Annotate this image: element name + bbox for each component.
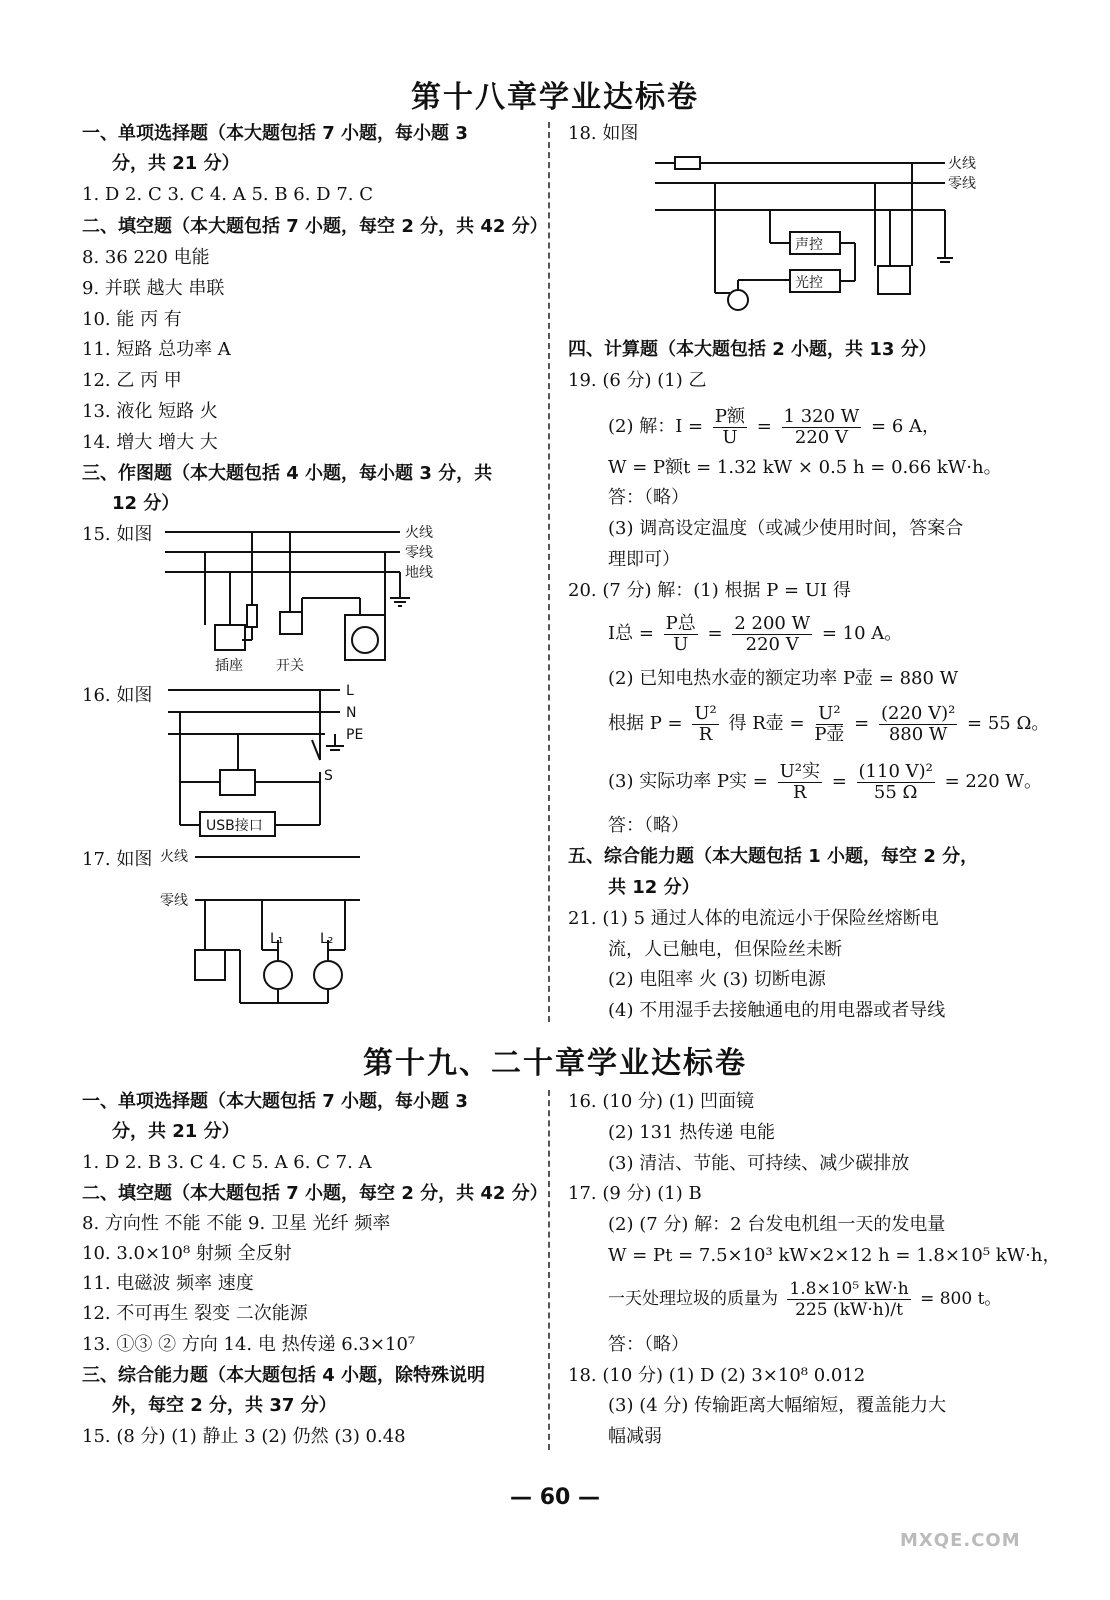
bulb-icon xyxy=(352,627,378,653)
answer-line: 19. (6 分) (1) 乙 xyxy=(568,370,707,391)
section-heading: 三、作图题（本大题包括 4 小题，每小题 3 分，共 xyxy=(82,463,493,484)
label-fire: 火线 xyxy=(405,525,433,541)
section-heading: 12 分） xyxy=(112,493,180,514)
answer-line: 17. 如图 xyxy=(82,849,153,870)
svg-text:N: N xyxy=(346,705,357,721)
svg-text:火线: 火线 xyxy=(948,156,976,172)
svg-text:L₂: L₂ xyxy=(320,931,334,947)
switch-icon xyxy=(195,950,225,980)
column-divider xyxy=(548,122,550,1022)
svg-text:火线: 火线 xyxy=(160,849,188,865)
section-heading: 三、综合能力题（本大题包括 4 小题，除特殊说明 xyxy=(82,1365,486,1386)
answer-line: (3) 清洁、节能、可持续、减少碳排放 xyxy=(608,1153,910,1174)
answer-line: 13. ①③ ② 方向 14. 电 热传递 6.3×10⁷ xyxy=(82,1334,416,1355)
answer-line: (3) 调高设定温度（或减少使用时间，答案合 xyxy=(608,518,964,539)
answer-line: 17. (9 分) (1) B xyxy=(568,1183,702,1204)
section-heading: 一、单项选择题（本大题包括 7 小题，每小题 3 xyxy=(82,1091,468,1112)
svg-text:零线: 零线 xyxy=(948,176,976,192)
svg-text:L₁: L₁ xyxy=(270,931,284,947)
circuit-diagram-16 xyxy=(160,680,420,840)
switch-icon xyxy=(280,612,302,634)
answer-line: (2) 131 热传递 电能 xyxy=(608,1122,776,1143)
answer-line: 10. 3.0×10⁸ 射频 全反射 xyxy=(82,1243,292,1264)
section-heading: 分，共 21 分） xyxy=(112,1121,240,1142)
answer-line: 18. 如图 xyxy=(568,123,639,144)
chapter18-title: 第十八章学业达标卷 xyxy=(411,80,699,115)
answer-line: 流，人已触电，但保险丝未断 xyxy=(608,939,842,960)
section-heading: 二、填空题（本大题包括 7 小题，每空 2 分，共 42 分） xyxy=(82,216,548,237)
answer-line: 14. 增大 增大 大 xyxy=(82,432,218,453)
answer-line: 8. 36 220 电能 xyxy=(82,247,210,268)
socket-icon xyxy=(220,770,255,795)
label-switch: 开关 xyxy=(276,658,304,674)
answer-line: (2) 已知电热水壶的额定功率 P壶 = 880 W xyxy=(608,668,959,689)
answer-line: 15. (8 分) (1) 静止 3 (2) 仍然 (3) 0.48 xyxy=(82,1426,406,1447)
formula-line: W = P额t = 1.32 kW × 0.5 h = 0.66 kW·h。 xyxy=(608,457,1002,478)
formula-line: (2) 解：I = $\frac{\text{P额}}{U}$ = $\frac{1 320 W}{220 V}$ = 6 A， xyxy=(608,405,941,448)
bulb-icon xyxy=(264,961,292,989)
formula-line: 一天处理垃圾的质量为 $\frac{\text{1.8×10⁵ kW·h}}{225 (kW\cdot h)/t}$ = 800 t。 xyxy=(608,1279,1002,1320)
column-divider xyxy=(548,1090,550,1450)
label-zero: 零线 xyxy=(405,545,433,561)
mc-answers: 1. D 2. C 3. C 4. A 5. B 6. D 7. C xyxy=(82,184,374,205)
answer-line: 16. 如图 xyxy=(82,685,153,706)
svg-text:S: S xyxy=(324,768,333,784)
answer-line: (4) 不用湿手去接触通电的用电器或者导线 xyxy=(608,1000,946,1021)
answer-line: 幅减弱 xyxy=(608,1426,662,1447)
answer-line: 15. 如图 xyxy=(82,524,153,545)
watermark: MXQE.COM xyxy=(900,1530,1021,1551)
formula-line: I总 = $\frac{\text{P总}}{U}$ = $\frac{2 200 W}{220 V}$ = 10 A。 xyxy=(608,612,903,655)
page-number: — 60 — xyxy=(510,1485,600,1510)
answer-line: 答：（略） xyxy=(608,815,689,836)
mc-answers: 1. D 2. B 3. C 4. C 5. A 6. C 7. A xyxy=(82,1152,372,1173)
section-heading: 分，共 21 分） xyxy=(112,153,240,174)
label-ground: 地线 xyxy=(405,565,433,581)
answer-line: 答：（略） xyxy=(608,487,689,508)
answer-line: 11. 电磁波 频率 速度 xyxy=(82,1273,254,1294)
answer-line: (3) (4 分) 传输距离大幅缩短，覆盖能力大 xyxy=(608,1395,947,1416)
answer-line: 21. (1) 5 通过人体的电流远小于保险丝熔断电 xyxy=(568,908,939,929)
label-socket: 插座 xyxy=(215,658,243,674)
answer-line: (2) (7 分) 解：2 台发电机组一天的发电量 xyxy=(608,1214,946,1235)
answer-line: 20. (7 分) 解：(1) 根据 P = UI 得 xyxy=(568,580,851,601)
circuit-diagram-18 xyxy=(650,148,990,328)
socket-icon xyxy=(215,625,245,650)
circuit-diagram-17 xyxy=(150,845,380,1010)
chapter19-title: 第十九、二十章学业达标卷 xyxy=(363,1046,747,1081)
bulb-icon xyxy=(728,290,748,310)
formula-line: (3) 实际功率 P实 = $\frac{\text{U²实}}{R}$ = $\frac{\text{(110 V)²}}{55 \Omega}$ = 220 W。 xyxy=(608,760,1042,803)
svg-text:声控: 声控 xyxy=(795,237,823,253)
svg-text:PE: PE xyxy=(346,727,364,743)
svg-text:零线: 零线 xyxy=(160,893,188,909)
answer-line: 答：（略） xyxy=(608,1334,689,1355)
bulb-icon xyxy=(314,961,342,989)
answer-line: 13. 液化 短路 火 xyxy=(82,401,218,422)
answer-line: 12. 不可再生 裂变 二次能源 xyxy=(82,1303,308,1324)
answer-line: 11. 短路 总功率 A xyxy=(82,339,231,360)
circuit-diagram-15 xyxy=(160,520,460,675)
answer-line: (2) 电阻率 火 (3) 切断电源 xyxy=(608,969,826,990)
svg-text:L: L xyxy=(346,683,354,699)
section-heading: 共 12 分） xyxy=(608,877,700,898)
answer-line: 10. 能 丙 有 xyxy=(82,309,182,330)
section-heading: 一、单项选择题（本大题包括 7 小题，每小题 3 xyxy=(82,123,468,144)
section-heading: 外，每空 2 分，共 37 分） xyxy=(112,1395,337,1416)
section-heading: 二、填空题（本大题包括 7 小题，每空 2 分，共 42 分） xyxy=(82,1183,548,1204)
answer-line: 12. 乙 丙 甲 xyxy=(82,370,182,391)
usb-label: USB接口 xyxy=(206,818,263,834)
answer-line: 16. (10 分) (1) 凹面镜 xyxy=(568,1091,754,1112)
formula-line: W = Pt = 7.5×10³ kW×2×12 h = 1.8×10⁵ kW·h， xyxy=(608,1245,1061,1266)
answer-line: 18. (10 分) (1) D (2) 3×10⁸ 0.012 xyxy=(568,1365,866,1386)
answer-line: 9. 并联 越大 串联 xyxy=(82,278,225,299)
section-heading: 四、计算题（本大题包括 2 小题，共 13 分） xyxy=(568,339,937,360)
formula-line: 根据 P = $\frac{\text{U²}}{R}$ 得 R壶 = $\frac{\text{U²}}{\text{P壶}}$ = $\frac{\text{(220 V)²}}{880 W}$ = 55 Ω。 xyxy=(608,702,1050,745)
answer-line: 理即可） xyxy=(608,549,680,570)
socket-icon xyxy=(878,266,910,294)
svg-text:光控: 光控 xyxy=(795,275,823,291)
section-heading: 五、综合能力题（本大题包括 1 小题，每空 2 分， xyxy=(568,846,979,867)
answer-line: 8. 方向性 不能 不能 9. 卫星 光纤 频率 xyxy=(82,1213,391,1234)
